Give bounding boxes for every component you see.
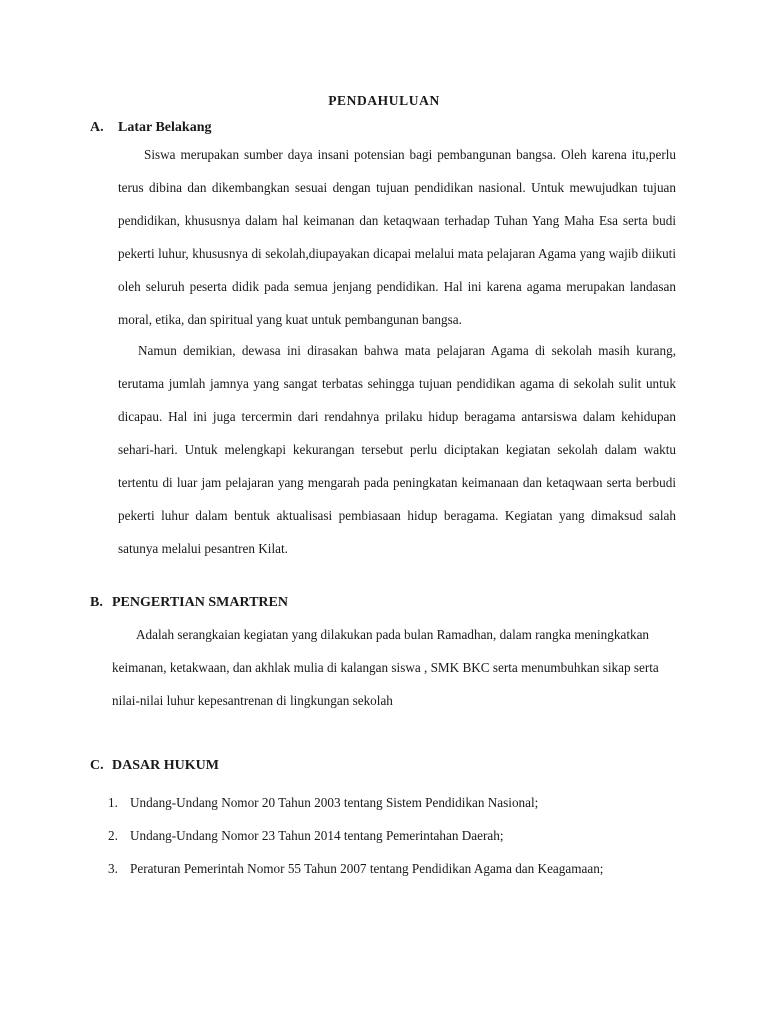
section-c-heading xyxy=(90,758,219,774)
section-a-paragraph-1: Siswa merupakan sumber daya insani potensian bagi pembangunan bangsa. Oleh karena itu,perlu terus dibina dan dikembangkan sesuai dengan tujuan pendidikan nasional. Untuk mewujudkan tujuan pendidikan, khususnya dalam hal keimanan dan ketaqwaan terhadap Tuhan Yang Maha Esa serta budi pekerti luhur, khususnya di sekolah,diupayakan dicapai melalui mata pelajaran Agama yang wajib diikuti oleh seluruh peserta didik pada semua jenjang pendidikan. Hal ini karena agama merupakan landasan moral, etika, dan spiritual yang kuat untuk pembangunan bangsa. xyxy=(118,147,676,327)
section-b-paragraph: Adalah serangkaian kegiatan yang dilakukan pada bulan Ramadhan, dalam rangka meningkatkan keimanan, ketakwaan, dan akhlak mulia di kalangan siswa , SMK BKC serta menumbuhkan sikap serta nilai-nilai luhur kepesantrenan di lingkungan sekolah xyxy=(112,627,659,708)
document-title: PENDAHULUAN xyxy=(328,93,440,108)
section-a-heading xyxy=(90,120,211,136)
list-item-number: 1. xyxy=(108,795,118,810)
list-item xyxy=(108,819,603,852)
list-item-text: Peraturan Pemerintah Nomor 55 Tahun 2007 tentang Pendidikan Agama dan Keagamaan; xyxy=(130,861,604,876)
section-b-heading xyxy=(90,595,288,611)
section-b-number: B. xyxy=(90,595,103,610)
section-b-title: PENGERTIAN SMARTREN xyxy=(112,595,288,610)
list-item xyxy=(108,786,603,819)
section-c-number: C. xyxy=(90,758,104,773)
list-item-text: Undang-Undang Nomor 20 Tahun 2003 tentang Sistem Pendidikan Nasional; xyxy=(130,795,539,810)
list-item-number: 3. xyxy=(108,861,118,876)
list-item-number: 2. xyxy=(108,828,118,843)
legal-basis-list xyxy=(108,786,603,885)
section-a-number: A. xyxy=(90,120,104,135)
list-item xyxy=(108,852,603,885)
list-item-text: Undang-Undang Nomor 23 Tahun 2014 tentang Pemerintahan Daerah; xyxy=(130,828,504,843)
section-a-title: Latar Belakang xyxy=(118,120,212,135)
section-a-paragraph-2: Namun demikian, dewasa ini dirasakan bahwa mata pelajaran Agama di sekolah masih kurang, terutama jumlah jamnya yang sangat terbatas sehingga tujuan pendidikan agama di sekolah sulit untuk dicapau. Hal ini juga tercermin dari rendahnya prilaku hidup beragama antarsiswa dalam kehidupan sehari-hari. Untuk melengkapi kekurangan tersebut perlu diciptakan kegiatan sekolah dalam waktu tertentu di luar jam pelajaran yang mengarah pada peningkatan keimanaan dan ketaqwaan serta berbudi pekerti luhur dalam bentuk aktualisasi pembiasaan hidup beragama. Kegiatan yang dimaksud salah satunya melalui pesantren Kilat. xyxy=(118,343,676,556)
section-c-title: DASAR HUKUM xyxy=(112,758,219,773)
